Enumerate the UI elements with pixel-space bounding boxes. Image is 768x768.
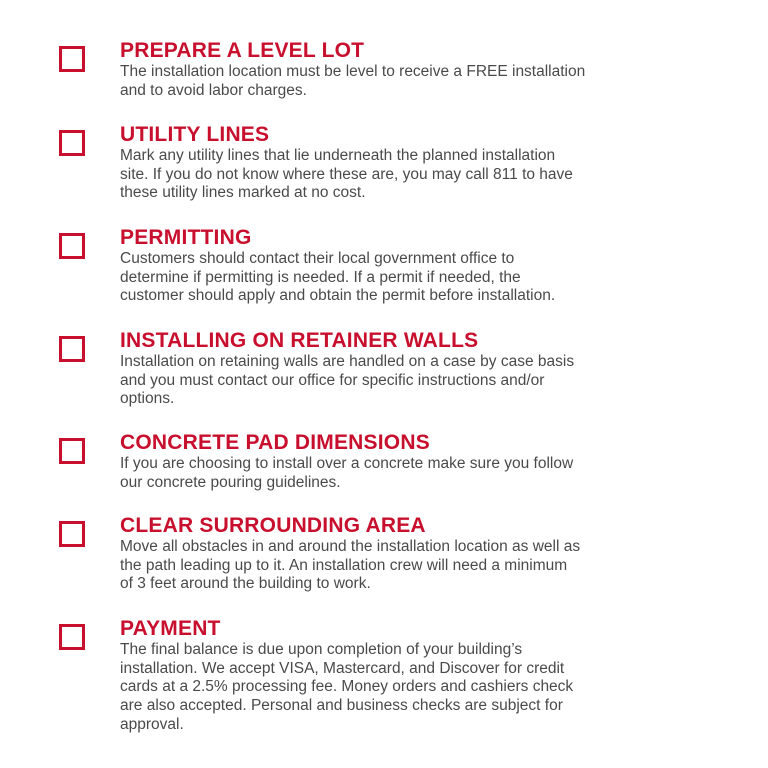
description-line: Customers should contact their local government office to [120, 250, 515, 267]
description-line: of 3 feet around the building to work. [120, 575, 371, 593]
description-line: and to avoid labor charges. [120, 81, 307, 99]
description-line: are also accepted. Personal and business checks are subject for [120, 697, 563, 715]
description-line: options. [120, 390, 175, 408]
description-line: site. If you do not know where these are, you may call 811 to have [120, 165, 573, 183]
empty-checkbox-icon[interactable] [59, 336, 85, 362]
description-line: Installation on retaining walls are handled on a case by case basis [120, 353, 575, 370]
item-title: PERMITTING [120, 226, 252, 249]
item-description [120, 250, 720, 306]
description-line: The final balance is due upon completion of your building’s [120, 641, 523, 658]
description-line: and you must contact our office for specific instructions and/or [120, 371, 545, 389]
item-title: UTILITY LINES [120, 123, 270, 146]
description-line: approval. [120, 715, 184, 733]
empty-checkbox-icon[interactable] [59, 438, 85, 464]
description-line: customer should apply and obtain the permit before installation. [120, 287, 556, 305]
item-title: CONCRETE PAD DIMENSIONS [120, 431, 430, 454]
description-line: installation. We accept VISA, Mastercard, and Discover for credit [120, 659, 565, 677]
item-title: PREPARE A LEVEL LOT [120, 39, 365, 62]
description-line: these utility lines marked at no cost. [120, 184, 366, 202]
item-title: CLEAR SURROUNDING AREA [120, 514, 426, 537]
item-description [120, 353, 720, 409]
description-line: our concrete pouring guidelines. [120, 473, 341, 491]
description-line: If you are choosing to install over a concrete make sure you follow [120, 455, 574, 472]
description-line: Mark any utility lines that lie underneath the planned installation [120, 147, 556, 164]
item-title: INSTALLING ON RETAINER WALLS [120, 329, 479, 352]
empty-checkbox-icon[interactable] [59, 521, 85, 547]
empty-checkbox-icon[interactable] [59, 130, 85, 156]
item-description [120, 641, 720, 735]
item-description [120, 455, 720, 492]
description-line: Move all obstacles in and around the installation location as well as [120, 538, 581, 555]
description-line: determine if permitting is needed. If a permit if needed, the [120, 268, 521, 286]
item-description [120, 147, 720, 203]
empty-checkbox-icon[interactable] [59, 624, 85, 650]
empty-checkbox-icon[interactable] [59, 233, 85, 259]
empty-checkbox-icon[interactable] [59, 46, 85, 72]
item-description [120, 63, 720, 100]
item-title: PAYMENT [120, 617, 221, 640]
description-line: the path leading up to it. An installation crew will need a minimum [120, 556, 568, 574]
description-line: The installation location must be level to receive a FREE installation [120, 63, 586, 80]
item-description [120, 538, 720, 594]
description-line: cards at a 2.5% processing fee. Money orders and cashiers check [120, 678, 574, 696]
